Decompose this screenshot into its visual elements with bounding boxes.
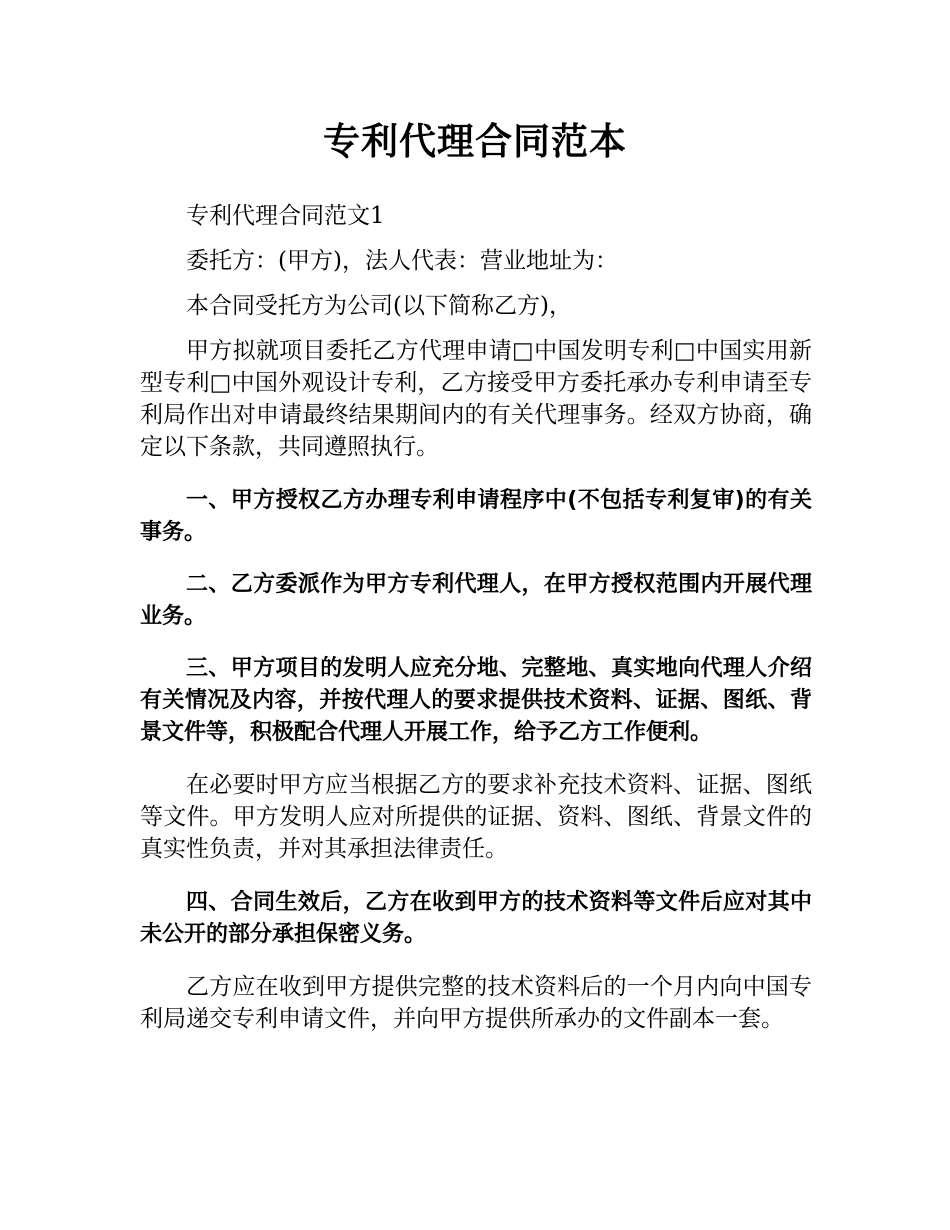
clause-two: 二、乙方委派作为甲方专利代理人，在甲方授权范围内开展代理业务。 <box>140 572 812 629</box>
clause-four: 四、合同生效后，乙方在收到甲方的技术资料等文件后应对其中未公开的部分承担保密义务。 <box>140 890 812 947</box>
paragraph-trustee-info: 本合同受托方为公司(以下简称乙方)， <box>186 293 572 319</box>
paragraph-client-info: 委托方：(甲方)，法人代表：营业地址为： <box>186 248 618 274</box>
paragraph-supplement: 在必要时甲方应当根据乙方的要求补充技术资料、证据、图纸等文件。甲方发明人应对所提供的证据、资料、图纸、背景文件的真实性负责，并对其承担法律责任。 <box>140 772 812 862</box>
document-body <box>140 200 812 1035</box>
clause-three: 三、甲方项目的发明人应充分地、完整地、真实地向代理人介绍有关情况及内容，并按代理人的要求提供技术资料、证据、图纸、背景文件等，积极配合代理人开展工作，给予乙方工作便利。 <box>140 656 812 745</box>
paragraph-filing: 乙方应在收到甲方提供完整的技术资料后的一个月内向中国专利局递交专利申请文件，并向甲方提供所承办的文件副本一套。 <box>140 974 812 1032</box>
paragraph-intro: 甲方拟就项目委托乙方代理申请□中国发明专利□中国实用新型专利□中国外观设计专利，乙方接受甲方委托承办专利申请至专利局作出对申请最终结果期间内的有关代理事务。经双方协商，确定以下条款，共同遵照执行。 <box>140 338 812 460</box>
clause-one: 一、甲方授权乙方办理专利申请程序中(不包括专利复审)的有关事务。 <box>140 488 812 545</box>
paragraph-contract-sample-heading: 专利代理合同范文1 <box>186 203 385 229</box>
document-title: 专利代理合同范本 <box>323 120 627 163</box>
